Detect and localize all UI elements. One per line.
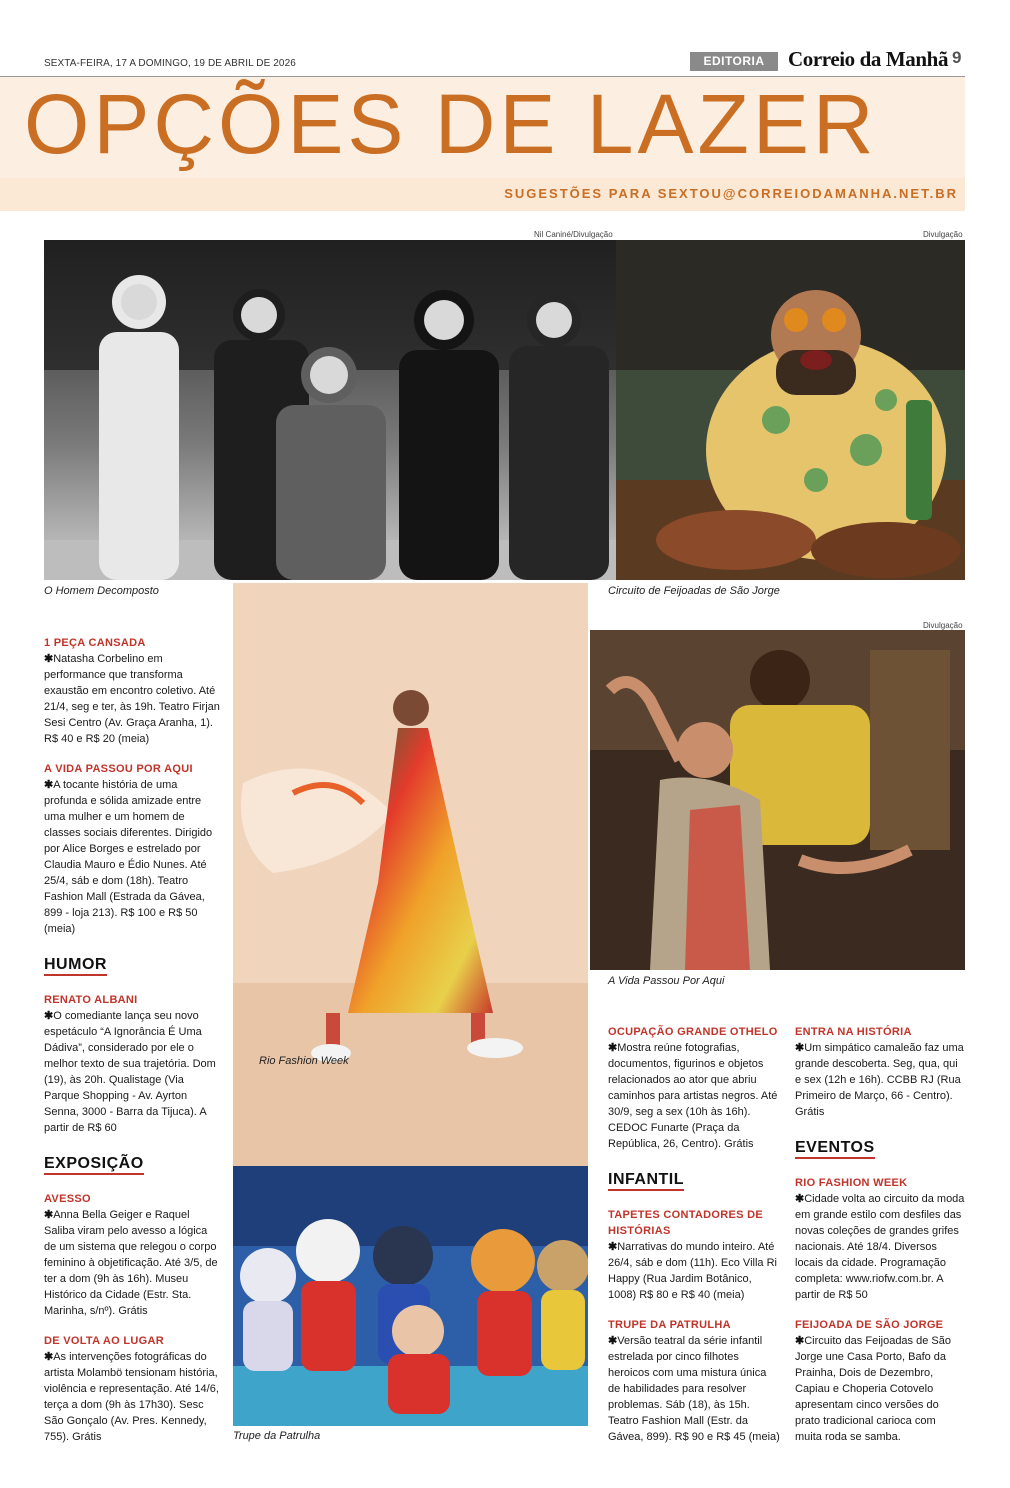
listing-text: Cidade volta ao circuito da moda em grande estilo com desfiles das novas coleções de grandes grifes nacionais. Até 18/4. Diversos locais da cidade. Programação completa: www.riofw.com.br. A partir de R$ 50 xyxy=(795,1193,965,1301)
asterisk-icon: ✱ xyxy=(44,1209,54,1221)
photo-trupe-da-patrulha xyxy=(233,1166,588,1426)
listing-item xyxy=(44,1191,220,1319)
listing-item xyxy=(44,1333,220,1445)
listings-column-1 xyxy=(44,635,220,1459)
editoria-label: EDITORIA xyxy=(690,52,778,71)
listing-title: RENATO ALBANI xyxy=(44,994,138,1006)
section-heading: HUMOR xyxy=(44,957,107,976)
listings-column-3 xyxy=(608,1024,780,1459)
listing-title: ENTRA NA HISTÓRIA xyxy=(795,1026,912,1038)
asterisk-icon: ✱ xyxy=(44,653,54,665)
newspaper-logo: Correio da Manhã xyxy=(788,47,949,71)
listing-text: Versão teatral da série infantil estrelada por cinco filhotes heroicos com uma mistura única de habilidades para resolver problemas. Sáb (18), às 15h. Teatro Fashion Mall (Estr. da Gávea, 899). R$ 90 e R$ 45 (meia) xyxy=(608,1335,780,1443)
listing-item xyxy=(795,1024,965,1120)
photo-credit: Divulgação xyxy=(923,621,963,630)
listing-title: A VIDA PASSOU POR AQUI xyxy=(44,763,193,775)
listing-item xyxy=(608,1024,780,1152)
listing-item xyxy=(795,1175,965,1303)
listing-text: Mostra reúne fotografias, documentos, figurinos e objetos relacionados ao ator que abriu caminhos para artistas negros. Até 30/9, seg a sex (10h às 16h). CEDOC Funarte (Praça da República, 26, Centro). Grátis xyxy=(608,1042,778,1150)
date-line: SEXTA-FEIRA, 17 A DOMINGO, 19 DE ABRIL DE 2026 xyxy=(44,58,296,69)
contact-email-line: SUGESTÕES PARA SEXTOU@CORREIODAMANHA.NET.BR xyxy=(504,186,958,201)
listing-text: Circuito das Feijoadas de São Jorge une Casa Porto, Bafo da Prainha, Dois de Dezembro, Capiau e Choperia Cotovelo apresentam cinco versões do prato tradicional carioca com muita roda se samba. xyxy=(795,1335,951,1443)
photo-caption: O Homem Decomposto xyxy=(44,585,159,597)
listing-title: TRUPE DA PATRULHA xyxy=(608,1319,731,1331)
listing-text: Anna Bella Geiger e Raquel Saliba viram pelo avesso a lógica de um sistema que relegou o corpo feminino à objetificação. Até 3/5, de ter a dom (9h às 16h). Museu Histórico da Cidade (Estr. Sta. Marinha, s/nº). Grátis xyxy=(44,1209,218,1317)
section-heading: EVENTOS xyxy=(795,1140,875,1159)
listing-item xyxy=(44,635,220,747)
photo-credit: Divulgação xyxy=(923,230,963,239)
listing-text: Natasha Corbelino em performance que transforma exaustão em encontro coletivo. Até 21/4, seg e ter, às 19h. Teatro Firjan Sesi Centro (Av. Graça Aranha, 1). R$ 40 e R$ 20 (meia) xyxy=(44,653,220,745)
photo-homem-decomposto xyxy=(44,240,616,580)
listing-text: As intervenções fotográficas do artista Molambö tensionam história, violência e representação. Até 14/6, terça a dom (9h às 17h30). Sesc São Gonçalo (Av. Pres. Kennedy, 755). Grátis xyxy=(44,1351,219,1443)
photo-credit: Nil Caniné/Divulgação xyxy=(534,230,613,239)
listing-title: AVESSO xyxy=(44,1193,91,1205)
listing-item xyxy=(608,1317,780,1445)
asterisk-icon: ✱ xyxy=(795,1042,805,1054)
photo-caption: Circuito de Feijoadas de São Jorge xyxy=(608,585,780,597)
listing-text: O comediante lança seu novo espetáculo “A Ignorância É Uma Dádiva”, considerado por ele o melhor texto de sua trajetória. Dom (19), às 20h. Qualistage (Via Parque Shopping - Av. Ayrton Senna, 3000 - Barra da Tijuca). A partir de R$ 60 xyxy=(44,1010,216,1134)
listing-text: Um simpático camaleão faz uma grande descoberta. Seg, qua, qui e sex (12h e 16h). CCBB RJ (Rua Primeiro de Março, 66 - Centro). Grátis xyxy=(795,1042,964,1118)
photo-caption: Trupe da Patrulha xyxy=(233,1430,321,1442)
photo-rio-fashion-week xyxy=(233,583,588,1166)
listing-text: Narrativas do mundo inteiro. Até 26/4, sáb e dom (11h). Eco Villa Ri Happy (Rua Jardim Botânico, 1008) R$ 80 e R$ 40 (meia) xyxy=(608,1241,777,1301)
listing-item xyxy=(795,1317,965,1445)
asterisk-icon: ✱ xyxy=(608,1335,618,1347)
photo-caption: Rio Fashion Week xyxy=(259,1055,349,1067)
listing-title: TAPETES CONTADORES DE HISTÓRIAS xyxy=(608,1209,764,1237)
listing-title: RIO FASHION WEEK xyxy=(795,1177,908,1189)
asterisk-icon: ✱ xyxy=(608,1241,618,1253)
listing-item xyxy=(44,992,220,1136)
photo-a-vida-passou xyxy=(590,630,965,970)
photo-feijoadas xyxy=(616,240,965,580)
section-heading: INFANTIL xyxy=(608,1172,684,1191)
asterisk-icon: ✱ xyxy=(44,1351,54,1363)
section-heading: EXPOSIÇÃO xyxy=(44,1156,144,1175)
page-title: OPÇÕES DE LAZER xyxy=(24,77,878,171)
asterisk-icon: ✱ xyxy=(795,1335,805,1347)
page-number: 9 xyxy=(952,48,962,67)
listing-title: FEIJOADA DE SÃO JORGE xyxy=(795,1319,944,1331)
listing-item xyxy=(608,1207,780,1303)
asterisk-icon: ✱ xyxy=(795,1193,805,1205)
photo-caption: A Vida Passou Por Aqui xyxy=(608,975,725,987)
asterisk-icon: ✱ xyxy=(44,1010,54,1022)
asterisk-icon: ✱ xyxy=(608,1042,618,1054)
listing-item xyxy=(44,761,220,937)
asterisk-icon: ✱ xyxy=(44,779,54,791)
listings-column-4 xyxy=(795,1024,965,1459)
listing-title: DE VOLTA AO LUGAR xyxy=(44,1335,164,1347)
listing-title: 1 PEÇA CANSADA xyxy=(44,637,146,649)
listing-text: A tocante história de uma profunda e sólida amizade entre uma mulher e um homem de classes sociais diferentes. Dirigido por Alice Borges e estrelado por Claudia Mauro e Édio Nunes. Até 25/4, sáb e dom (18h). Teatro Fashion Mall (Estrada da Gávea, 899 - loja 213). R$ 100 e R$ 50 (meia) xyxy=(44,779,213,935)
listing-title: OCUPAÇÃO GRANDE OTHELO xyxy=(608,1026,778,1038)
